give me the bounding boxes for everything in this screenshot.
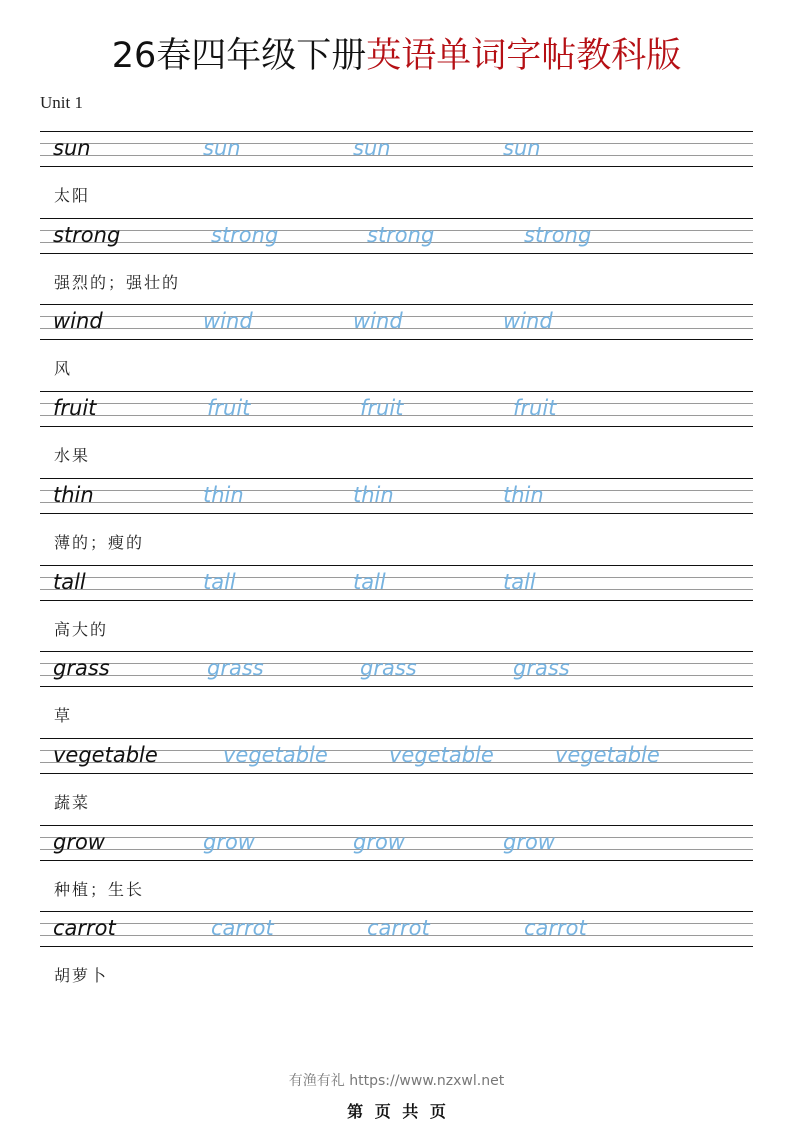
trace-word: grass	[513, 656, 570, 680]
word-meaning: 高大的	[54, 620, 109, 639]
rule-line-dark	[40, 738, 753, 739]
model-word: strong	[53, 223, 121, 247]
word-meaning: 草	[54, 706, 73, 725]
rule-line-light	[40, 143, 753, 144]
trace-word: strong	[367, 223, 435, 247]
rule-line-dark	[40, 860, 753, 861]
copybook-row	[40, 478, 753, 514]
copybook-row	[40, 738, 753, 774]
copybook-row	[40, 651, 753, 687]
model-word: thin	[53, 483, 94, 507]
word-meaning: 强烈的；强壮的	[54, 273, 181, 292]
model-word: fruit	[53, 396, 97, 420]
copybook-row	[40, 218, 753, 254]
trace-word: sun	[503, 136, 541, 160]
trace-word: wind	[353, 309, 403, 333]
footer-page-number: 第 页 共 页	[347, 1102, 446, 1121]
trace-word: thin	[353, 483, 394, 507]
rule-line-dark	[40, 339, 753, 340]
word-meaning: 种植；生长	[54, 880, 145, 899]
word-meaning: 蔬菜	[54, 793, 91, 812]
trace-word: sun	[353, 136, 391, 160]
word-meaning: 风	[54, 359, 73, 378]
copybook-row	[40, 911, 753, 947]
model-word: carrot	[53, 916, 116, 940]
trace-word: thin	[203, 483, 244, 507]
trace-word: strong	[524, 223, 592, 247]
rule-line-light	[40, 490, 753, 491]
model-word: sun	[53, 136, 91, 160]
word-meaning: 胡萝卜	[54, 966, 109, 985]
rule-line-light	[40, 502, 753, 503]
trace-word: vegetable	[555, 743, 660, 767]
trace-word: tall	[353, 570, 386, 594]
trace-word: wind	[503, 309, 553, 333]
rule-line-dark	[40, 946, 753, 947]
rule-line-dark	[40, 686, 753, 687]
rule-line-dark	[40, 911, 753, 912]
rule-line-dark	[40, 253, 753, 254]
rule-line-dark	[40, 513, 753, 514]
trace-word: strong	[211, 223, 279, 247]
rule-line-dark	[40, 304, 753, 305]
title-black: 26春四年级下册	[111, 36, 367, 76]
trace-word: tall	[503, 570, 536, 594]
trace-word: fruit	[513, 396, 557, 420]
title-red: 英语单词字帖教科版	[366, 36, 682, 76]
rule-line-dark	[40, 651, 753, 652]
copybook-row	[40, 565, 753, 601]
trace-word: vegetable	[389, 743, 494, 767]
rule-line-dark	[40, 600, 753, 601]
word-meaning: 薄的；瘦的	[54, 533, 145, 552]
word-meaning: 太阳	[54, 186, 91, 205]
rule-line-dark	[40, 478, 753, 479]
trace-word: carrot	[524, 916, 587, 940]
page-title	[0, 32, 793, 80]
trace-word: vegetable	[223, 743, 328, 767]
trace-word: sun	[203, 136, 241, 160]
rule-line-light	[40, 577, 753, 578]
trace-word: grass	[207, 656, 264, 680]
rule-line-light	[40, 589, 753, 590]
unit-label: Unit 1	[40, 93, 83, 112]
rule-line-light	[40, 155, 753, 156]
trace-word: carrot	[211, 916, 274, 940]
model-word: vegetable	[53, 743, 158, 767]
rule-line-dark	[40, 773, 753, 774]
copybook-row	[40, 131, 753, 167]
model-word: tall	[53, 570, 86, 594]
word-meaning: 水果	[54, 446, 91, 465]
rule-line-dark	[40, 565, 753, 566]
trace-word: wind	[203, 309, 253, 333]
rule-line-dark	[40, 166, 753, 167]
footer-source: 有渔有礼 https://www.nzxwl.net	[288, 1073, 505, 1089]
trace-word: carrot	[367, 916, 430, 940]
trace-word: grow	[353, 830, 405, 854]
model-word: grow	[53, 830, 105, 854]
trace-word: fruit	[360, 396, 404, 420]
trace-word: fruit	[207, 396, 251, 420]
copybook-row	[40, 304, 753, 340]
trace-word: tall	[203, 570, 236, 594]
copybook-row	[40, 825, 753, 861]
trace-word: grow	[503, 830, 555, 854]
rule-line-dark	[40, 131, 753, 132]
trace-word: grow	[203, 830, 255, 854]
model-word: grass	[53, 656, 110, 680]
trace-word: grass	[360, 656, 417, 680]
trace-word: thin	[503, 483, 544, 507]
rule-line-dark	[40, 218, 753, 219]
rule-line-dark	[40, 391, 753, 392]
rule-line-dark	[40, 426, 753, 427]
rule-line-dark	[40, 825, 753, 826]
copybook-row	[40, 391, 753, 427]
model-word: wind	[53, 309, 103, 333]
